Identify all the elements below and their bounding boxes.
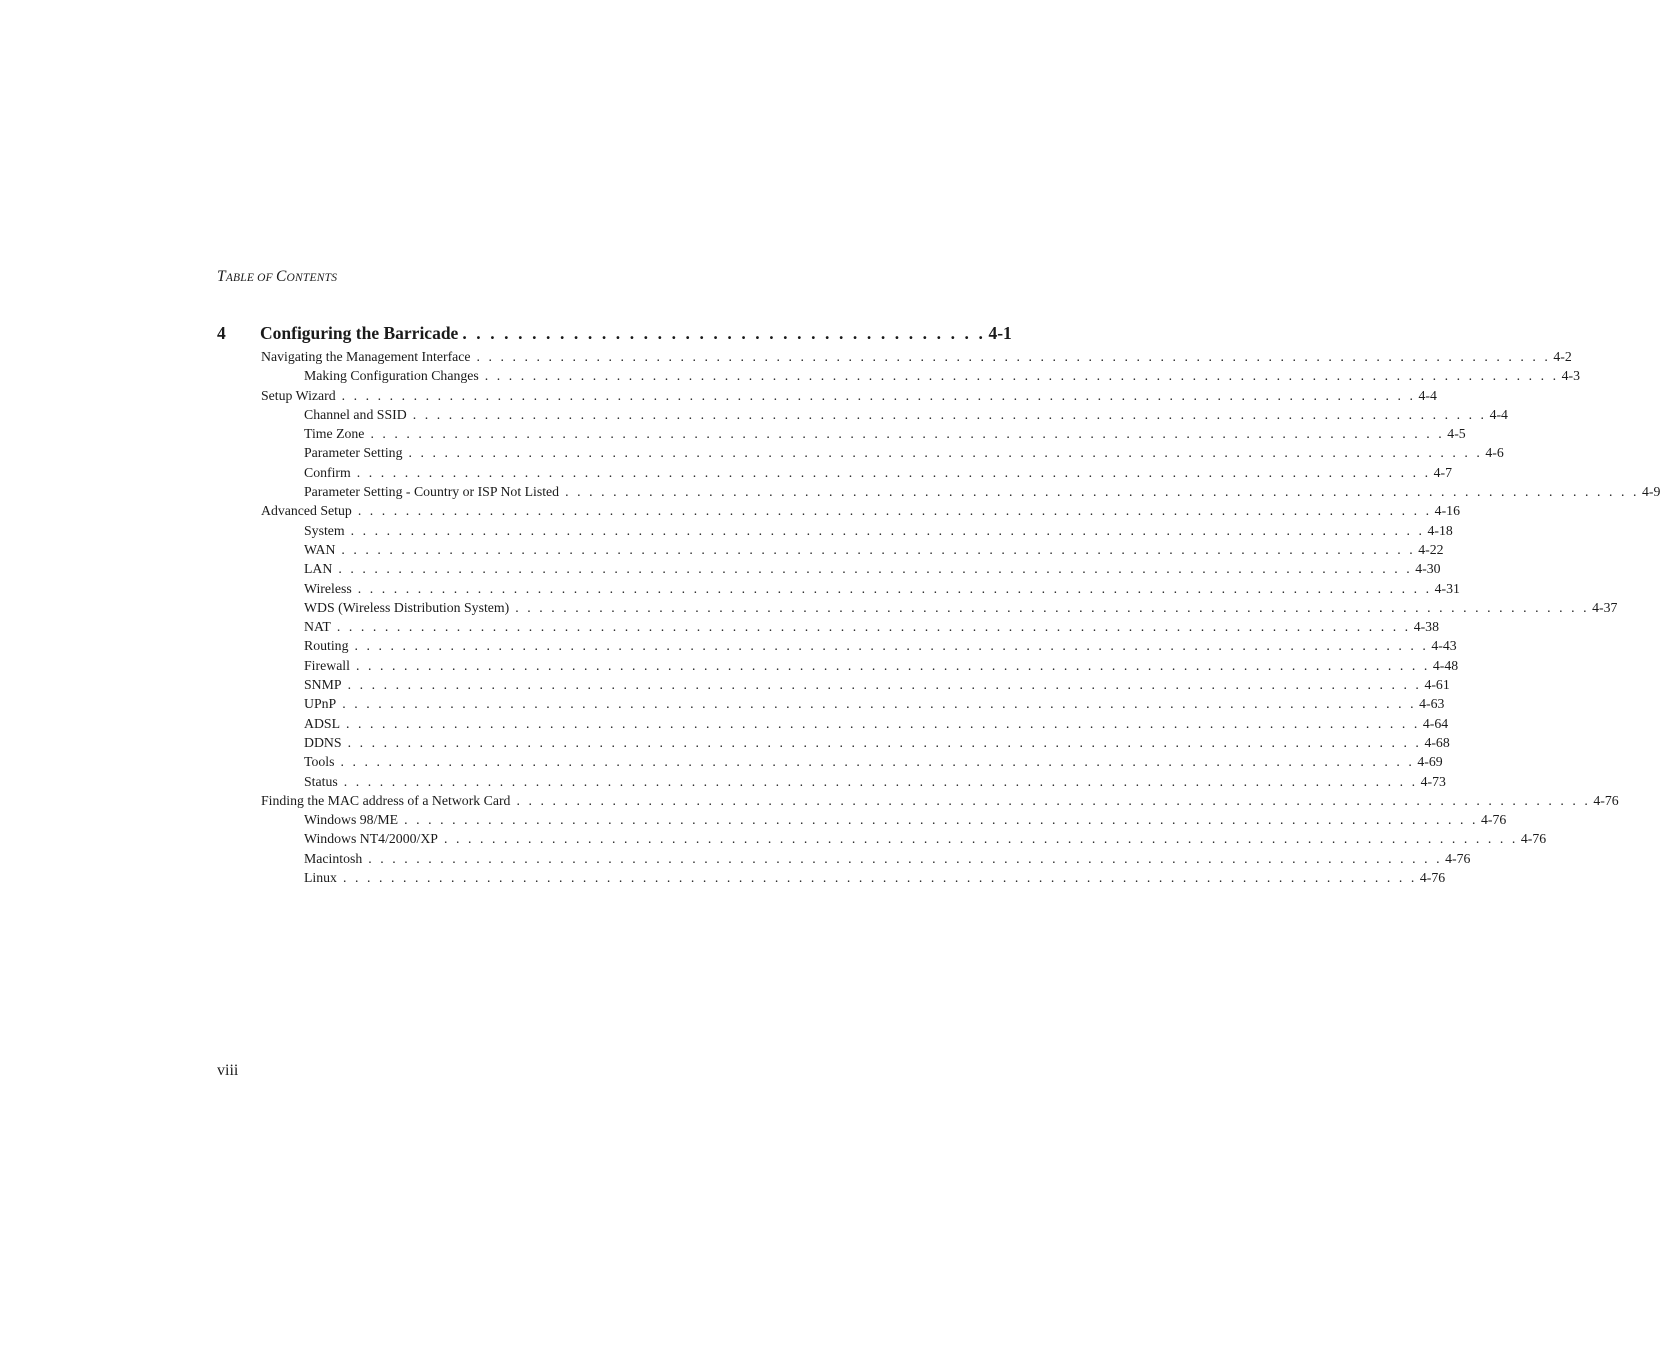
dot-leader: . . . . . . . . . . . . . . . . . . . . . . . . . . . . . . . . . . . . . . . . . . . . . . . . . . . . . . . . . . . . . . . . . . . . . . . . . . . . . . . . . . . . . . . . . .: [355, 657, 1430, 673]
dot-leader: . . . . . . . . . . . . . . . . . . . . . . . . . . . . . . . . . . . . . . . . . . . . . . . . . . . . . . . . . . . . . . . . . . . . . . . . . . . . . . . . . . . . . . . . . .: [370, 426, 1445, 442]
dot-leader: . . . . . . . . . . . . . . . . . . . . . . . . . . . . . . . . . . . . . . . . . . . . . . . . . . . . . . . . . . . . . . . . . . . . . . . . . . . . . . . . . . . . . . . . . .: [516, 792, 1591, 808]
dot-leader: . . . . . . . . . . . . . . . . . . . . . . . . . . . . . . . . . . . . . . . . . . . . . . . . . . . . . . . . . . . . . . . . . . . . . . . . . . . . . . . . . . . . . . . . . .: [350, 522, 1425, 538]
toc-entry-title: Advanced Setup: [261, 503, 352, 519]
toc-subsection-entry[interactable]: [217, 426, 1466, 445]
toc-entry-page-number: 4-4: [1418, 387, 1437, 403]
toc-entry-title: UPnP: [304, 696, 337, 712]
toc-subsection-entry[interactable]: [217, 406, 1508, 426]
dot-leader: . . . . . . . . . . . . . . . . . . . . . . . . . . . . . . . . . . . . . . . . . . . . . . . . . . . . . . . . . . . . . . . . . . . . . . . . . . . . . . . . . . . . . . . . . .: [354, 638, 1429, 654]
toc-entry-title: System: [304, 522, 345, 538]
toc-subsection-entry[interactable]: [217, 870, 1446, 889]
dot-leader: . . . . . . . . . . . . . . . . . . . . . . . . . . . . . . . . . . . . . . . . . . . . . . . . . . . . . . . . . . . . . . . . . . . . . . . . . . . . . . . . . . . . . . . . . .: [340, 754, 1415, 770]
toc-entry-page-number: 4-4: [1489, 406, 1508, 422]
dot-leader: . . . . . . . . . . . . . . . . . . . . . . . . . . . . . . . . . . . . . . . . . . . . . . . . . . . . . . . . . . . . . . . . . . . . . . . . . . . . . . . . . . . . . . . . . .: [342, 696, 1417, 712]
toc-entry-page-number: 4-48: [1432, 657, 1459, 673]
toc-entry-title: WDS (Wireless Distribution System): [304, 599, 510, 615]
chapter-title: Configuring the Barricade: [260, 323, 459, 343]
toc-entry-page-number: 4-76: [1419, 870, 1446, 886]
toc-subsection-entry[interactable]: [217, 715, 1449, 735]
running-head-smallcaps-1: ABLE OF: [225, 272, 276, 284]
dot-leader: . . . . . . . . . . . . . . . . . . . . . . . . . . . . . . . . . . . . . . . . . . . . . . . . . . . . . . . . . . . . . . . . . . . . . . . . . . . . . . . . . . . . . . . . . .: [342, 870, 1417, 886]
toc-subsection-entry[interactable]: [217, 773, 1446, 793]
dot-leader: . . . . . . . . . . . . . . . . . . . . . . . . . . . . . . . . . . . . . . . . . . . . . . . . . . . . . . . . . . . . . . . . . . . . . . . . . . . . . . . . . . . . . . . . . .: [347, 734, 1422, 750]
toc-entry-title: Making Configuration Changes: [304, 368, 479, 384]
dot-leader: . . . . . . . . . . . . . . . . . . . . . . . . . . . . . . . . . . . . . . . . . . . . . . . . . . . . . . . . . . . . . . . . . . . . . . . . . . . . . . . . . . . . . . . . . .: [341, 541, 1416, 557]
toc-entry-title: NAT: [304, 619, 331, 635]
toc-section-entry[interactable]: [217, 503, 1460, 522]
toc-entry-title: Parameter Setting - Country or ISP Not Listed: [304, 484, 560, 500]
toc-entry-page-number: 4-7: [1433, 464, 1453, 480]
toc-entry-page-number: 4-18: [1427, 522, 1453, 538]
toc-entry-title: Channel and SSID: [304, 406, 407, 422]
running-head-smallcaps-2: ONTENTS: [286, 272, 338, 284]
toc-subsection-entry[interactable]: [217, 541, 1444, 561]
toc-entry-title: Navigating the Management Interface: [261, 349, 471, 364]
dot-leader: . . . . . . . . . . . . . . . . . . . . . . . . . . . . . . . . . . . . . . . . . . . . . . . . . . . . . . . . . . . . . . . . . . . . . . . . . . . . . . . . . . . . . . . . . .: [368, 850, 1443, 866]
toc-entry-page-number: 4-30: [1415, 561, 1441, 577]
toc-entry-title: DDNS: [304, 734, 342, 750]
running-head-initial-2: C: [275, 268, 287, 285]
toc-entry-title: Windows NT4/2000/XP: [304, 831, 438, 847]
toc-entry-title: Status: [304, 773, 338, 789]
toc-subsection-entry[interactable]: [217, 580, 1460, 600]
toc-subsection-entry[interactable]: [217, 696, 1445, 715]
toc-entry-title: Time Zone: [304, 426, 365, 442]
dot-leader: . . . . . . . . . . . . . . . . . . . . . . . . . . . . . . . . . . . . . .: [462, 323, 986, 343]
toc-entry-page-number: 4-68: [1424, 734, 1450, 750]
toc-entry-title: Setup Wizard: [261, 387, 336, 403]
toc-subsection-entry[interactable]: [217, 831, 1547, 850]
toc-entry-page-number: 4-22: [1418, 541, 1444, 557]
toc-section-entry[interactable]: [217, 387, 1437, 407]
chapter-number: 4: [217, 323, 226, 343]
toc-entry-page-number: 4-76: [1480, 812, 1507, 828]
dot-leader: . . . . . . . . . . . . . . . . . . . . . . . . . . . . . . . . . . . . . . . . . . . . . . . . . . . . . . . . . . . . . . . . . . . . . . . . . . . . . . . . . . . . . . . . . .: [484, 368, 1559, 384]
toc-subsection-entry[interactable]: [217, 638, 1457, 657]
toc-section-entry[interactable]: [217, 792, 1619, 812]
dot-leader: . . . . . . . . . . . . . . . . . . . . . . . . . . . . . . . . . . . . . . . . . . . . . . . . . . . . . . . . . . . . . . . . . . . . . . . . . . . . . . . . . . . . . . . . . .: [356, 464, 1431, 480]
toc-entry-page-number: 4-2: [1553, 349, 1572, 364]
toc-subsection-entry[interactable]: [217, 599, 1618, 619]
dot-leader: . . . . . . . . . . . . . . . . . . . . . . . . . . . . . . . . . . . . . . . . . . . . . . . . . . . . . . . . . . . . . . . . . . . . . . . . . . . . . . . . . . . . . . . . . .: [343, 773, 1418, 789]
toc-subsection-entry[interactable]: [217, 850, 1471, 870]
toc-entry-list: [217, 349, 1660, 889]
toc-entry-page-number: 4-9: [1641, 484, 1660, 500]
chapter-page-number: 4-1: [988, 323, 1012, 343]
toc-entry-page-number: 4-64: [1422, 715, 1449, 731]
dot-leader: . . . . . . . . . . . . . . . . . . . . . . . . . . . . . . . . . . . . . . . . . . . . . . . . . . . . . . . . . . . . . . . . . . . . . . . . . . . . . . . . . . . . . . . . . .: [336, 619, 1411, 635]
toc-subsection-entry[interactable]: [217, 754, 1443, 773]
toc-subsection-entry[interactable]: [217, 484, 1660, 503]
toc-subsection-entry[interactable]: [217, 368, 1581, 387]
toc-subsection-entry[interactable]: [217, 561, 1441, 580]
toc-entry-title: Tools: [304, 754, 335, 770]
dot-leader: . . . . . . . . . . . . . . . . . . . . . . . . . . . . . . . . . . . . . . . . . . . . . . . . . . . . . . . . . . . . . . . . . . . . . . . . . . . . . . . . . . . . . . . . . .: [565, 484, 1639, 500]
toc-entry-page-number: 4-61: [1424, 677, 1450, 693]
dot-leader: . . . . . . . . . . . . . . . . . . . . . . . . . . . . . . . . . . . . . . . . . . . . . . . . . . . . . . . . . . . . . . . . . . . . . . . . . . . . . . . . . . . . . . . . . .: [341, 387, 1416, 403]
toc-subsection-entry[interactable]: [217, 657, 1459, 677]
toc-entry-title: Windows 98/ME: [304, 812, 399, 828]
dot-leader: . . . . . . . . . . . . . . . . . . . . . . . . . . . . . . . . . . . . . . . . . . . . . . . . . . . . . . . . . . . . . . . . . . . . . . . . . . . . . . . . . . . . . . . . . .: [357, 503, 1432, 519]
toc-entry-page-number: 4-6: [1485, 445, 1504, 461]
toc-entry-page-number: 4-38: [1413, 619, 1439, 635]
running-head: [217, 268, 337, 286]
dot-leader: . . . . . . . . . . . . . . . . . . . . . . . . . . . . . . . . . . . . . . . . . . . . . . . . . . . . . . . . . . . . . . . . . . . . . . . . . . . . . . . . . . . . . . . . . .: [443, 831, 1518, 847]
dot-leader: . . . . . . . . . . . . . . . . . . . . . . . . . . . . . . . . . . . . . . . . . . . . . . . . . . . . . . . . . . . . . . . . . . . . . . . . . . . . . . . . . . . . . . . . . .: [412, 406, 1487, 422]
toc-subsection-entry[interactable]: [217, 445, 1504, 464]
toc-subsection-entry[interactable]: [217, 812, 1507, 831]
toc-entry-page-number: 4-76: [1520, 831, 1547, 847]
toc-subsection-entry[interactable]: [217, 464, 1453, 484]
toc-subsection-entry[interactable]: [217, 677, 1450, 696]
running-head-initial-1: T: [217, 268, 226, 285]
dot-leader: . . . . . . . . . . . . . . . . . . . . . . . . . . . . . . . . . . . . . . . . . . . . . . . . . . . . . . . . . . . . . . . . . . . . . . . . . . . . . . . . . . . . . . . . . .: [347, 677, 1422, 693]
toc-entry-title: Linux: [304, 870, 337, 886]
toc-entry-page-number: 4-76: [1445, 850, 1471, 866]
toc-entry-page-number: 4-43: [1431, 638, 1457, 654]
toc-entry-page-number: 4-5: [1447, 426, 1466, 442]
toc-entry-title: Routing: [304, 638, 349, 654]
dot-leader: . . . . . . . . . . . . . . . . . . . . . . . . . . . . . . . . . . . . . . . . . . . . . . . . . . . . . . . . . . . . . . . . . . . . . . . . . . . . . . . . . . . . . . . . . .: [515, 599, 1590, 615]
toc-entry-page-number: 4-73: [1420, 773, 1446, 789]
toc-entry-page-number: 4-31: [1434, 580, 1460, 596]
toc-entry-page-number: 4-16: [1434, 503, 1460, 519]
dot-leader: . . . . . . . . . . . . . . . . . . . . . . . . . . . . . . . . . . . . . . . . . . . . . . . . . . . . . . . . . . . . . . . . . . . . . . . . . . . . . . . . . . . . . . . . . .: [338, 561, 1413, 577]
toc-entry-page-number: 4-3: [1561, 368, 1581, 384]
dot-leader: . . . . . . . . . . . . . . . . . . . . . . . . . . . . . . . . . . . . . . . . . . . . . . . . . . . . . . . . . . . . . . . . . . . . . . . . . . . . . . . . . . . . . . . . . .: [476, 349, 1551, 364]
dot-leader: . . . . . . . . . . . . . . . . . . . . . . . . . . . . . . . . . . . . . . . . . . . . . . . . . . . . . . . . . . . . . . . . . . . . . . . . . . . . . . . . . . . . . . . . . .: [408, 445, 1483, 461]
toc-entry-title: ADSL: [304, 715, 341, 731]
toc-entry-title: Firewall: [304, 657, 350, 673]
toc-section-entry[interactable]: [217, 349, 1572, 368]
page-folio: viii: [217, 1062, 239, 1079]
toc-entry-page-number: 4-63: [1419, 696, 1445, 712]
toc-entry-title: Macintosh: [304, 850, 363, 866]
toc-subsection-entry[interactable]: [217, 619, 1439, 638]
toc-subsection-entry[interactable]: [217, 734, 1450, 754]
toc-entry-title: Confirm: [304, 464, 351, 480]
toc-entry-title: Wireless: [304, 580, 352, 596]
dot-leader: . . . . . . . . . . . . . . . . . . . . . . . . . . . . . . . . . . . . . . . . . . . . . . . . . . . . . . . . . . . . . . . . . . . . . . . . . . . . . . . . . . . . . . . . . .: [404, 812, 1478, 828]
toc-subsection-entry[interactable]: [217, 522, 1453, 542]
toc-entry-title: SNMP: [304, 677, 342, 693]
toc-entry-title: Finding the MAC address of a Network Card: [261, 792, 511, 808]
dot-leader: . . . . . . . . . . . . . . . . . . . . . . . . . . . . . . . . . . . . . . . . . . . . . . . . . . . . . . . . . . . . . . . . . . . . . . . . . . . . . . . . . . . . . . . . . .: [346, 715, 1420, 731]
toc-entry-title: LAN: [304, 561, 333, 577]
toc-entry-title: Parameter Setting: [304, 445, 403, 461]
dot-leader: . . . . . . . . . . . . . . . . . . . . . . . . . . . . . . . . . . . . . . . . . . . . . . . . . . . . . . . . . . . . . . . . . . . . . . . . . . . . . . . . . . . . . . . . . .: [357, 580, 1432, 596]
toc-entry-page-number: 4-76: [1593, 792, 1619, 808]
toc-entry-page-number: 4-37: [1592, 599, 1618, 615]
toc-entry-title: WAN: [304, 541, 336, 557]
toc-chapter-entry[interactable]: [217, 323, 1012, 347]
toc-entry-page-number: 4-69: [1417, 754, 1443, 770]
